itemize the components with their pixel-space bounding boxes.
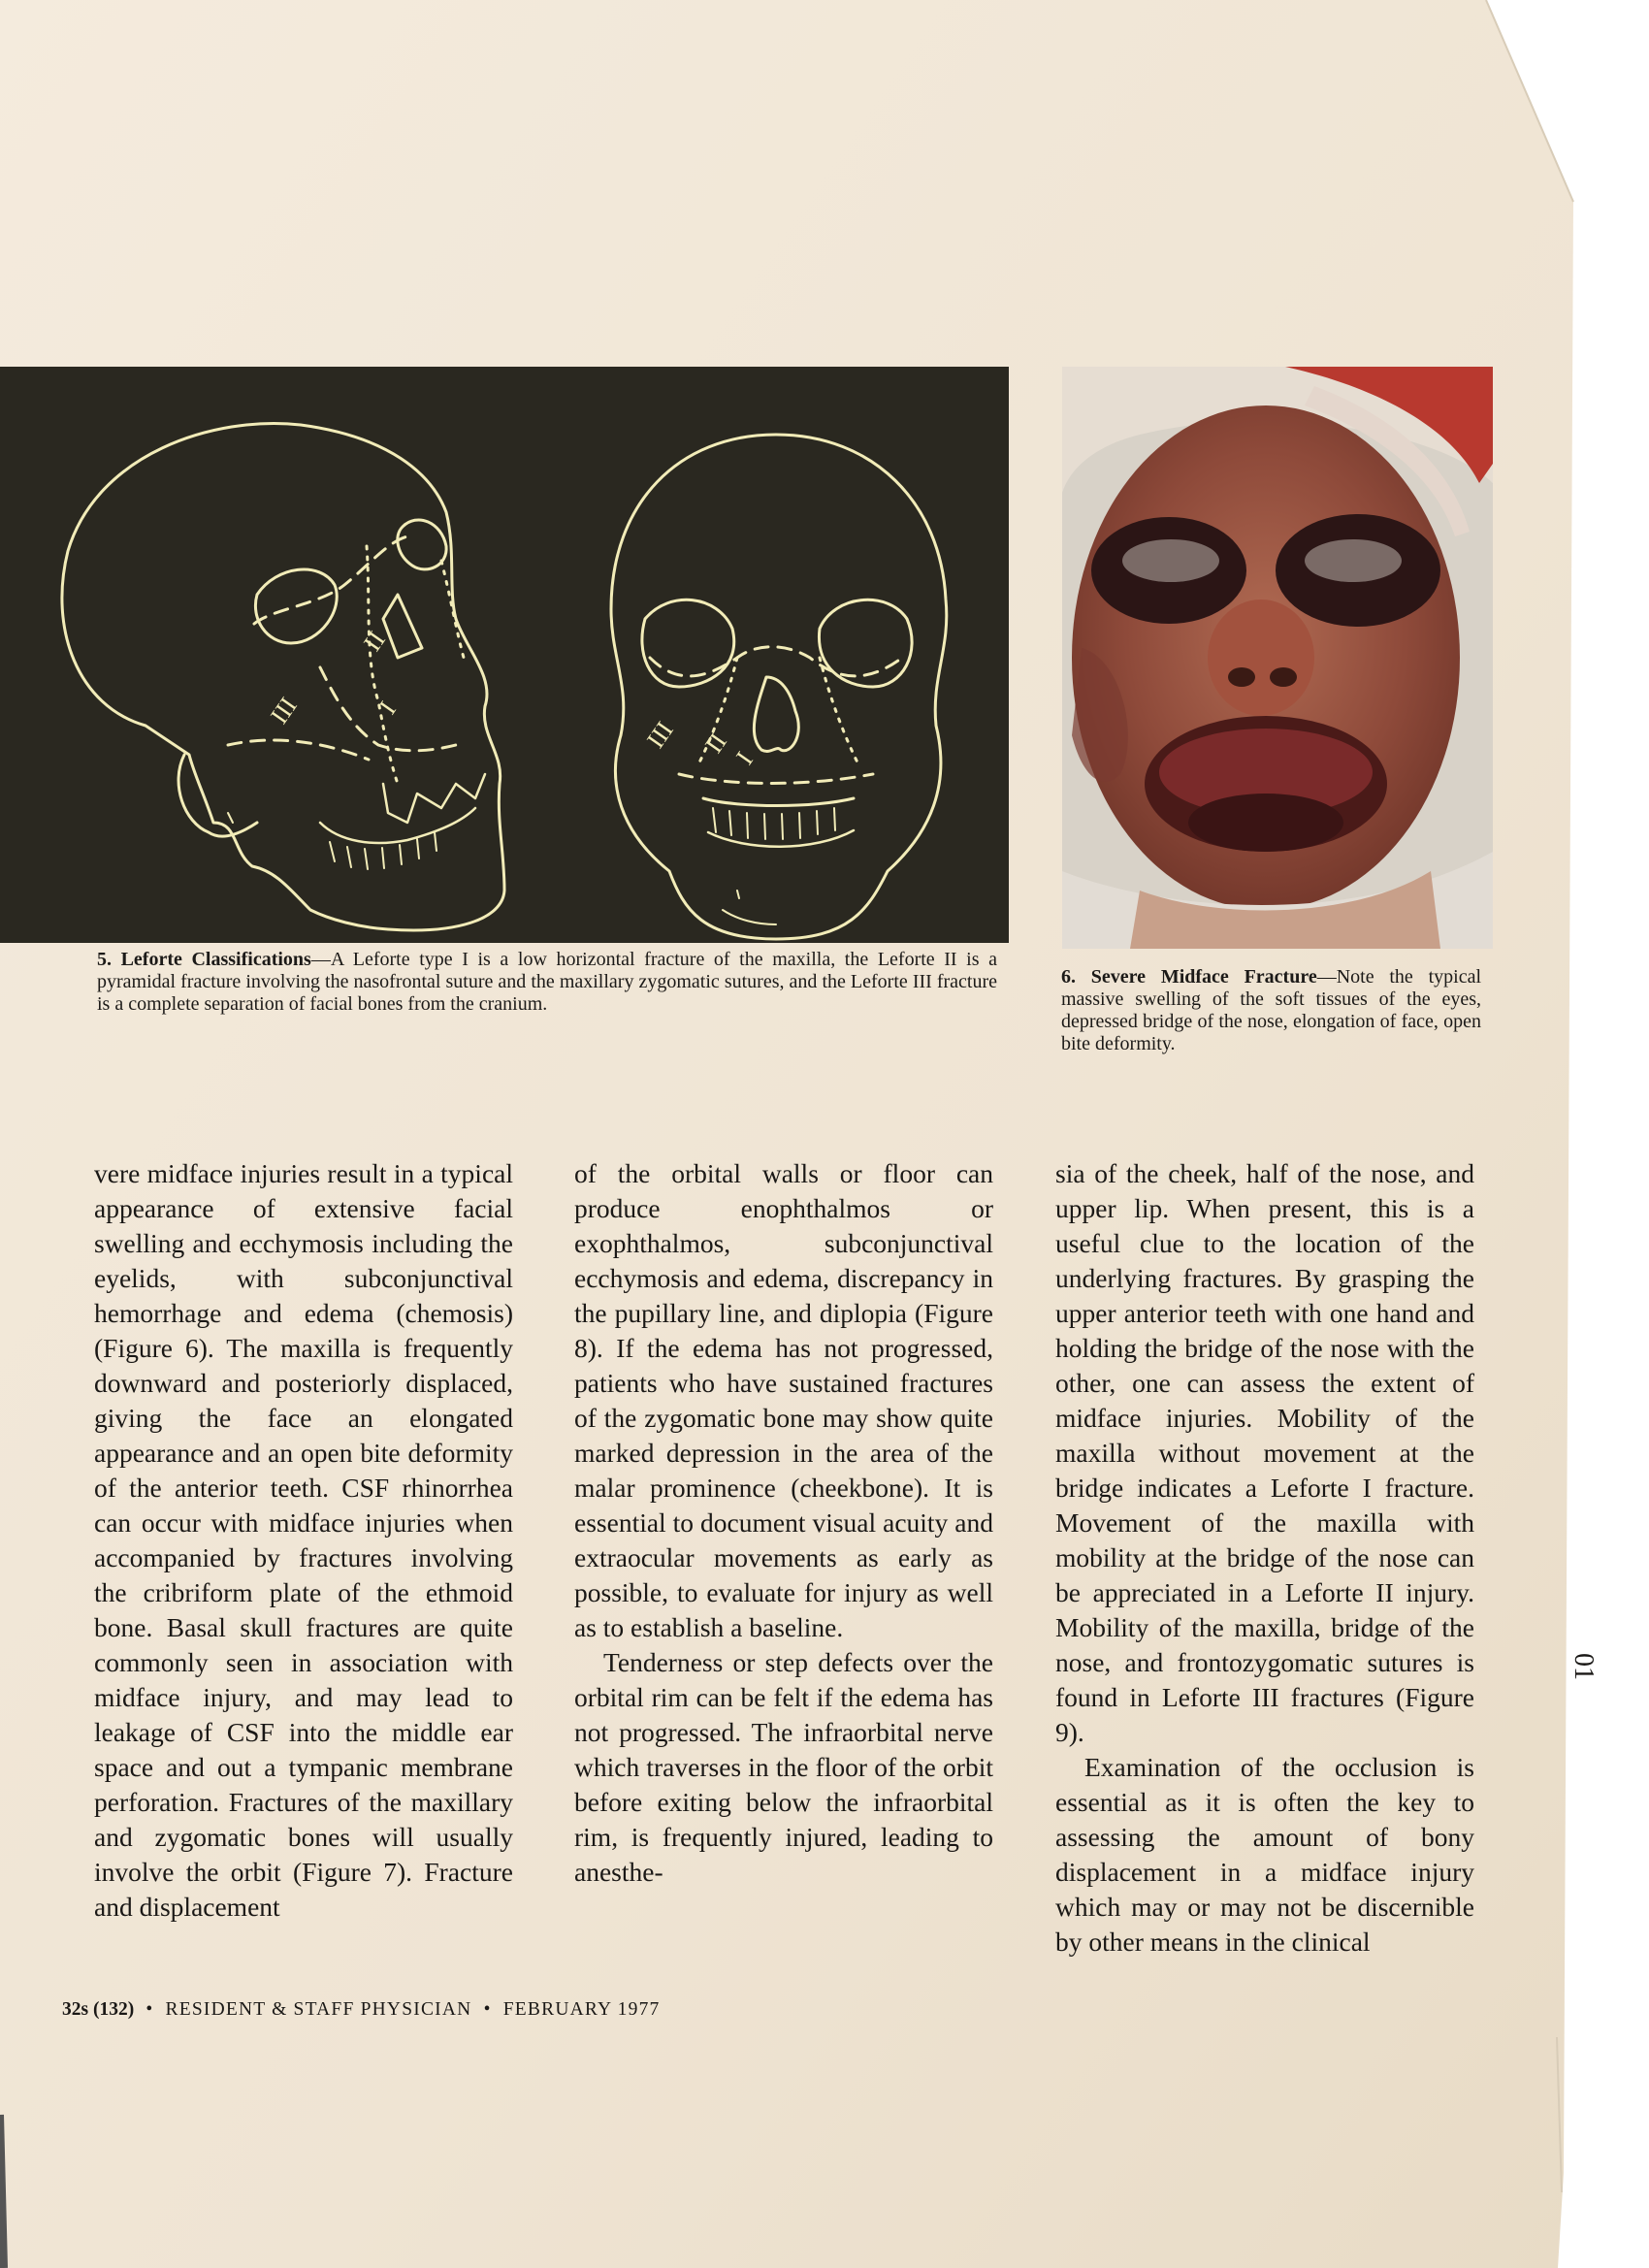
column-3-paragraph-2: Examination of the occlusion is essential as it is often the key to assessing the amount of bony displacement in a midface injury which may or may not be discernible by other means in the clinical (1055, 1752, 1474, 1957)
page-footer (62, 1999, 660, 2021)
figure-5-caption-title: 5. Leforte Classifications (97, 949, 311, 970)
figure-leforte-skulls (0, 367, 1009, 943)
dotted-lines-left (367, 546, 464, 784)
skull-three-quarter (62, 424, 504, 930)
footer-date: FEBRUARY 1977 (502, 1999, 661, 2020)
label-leforte-III-left: III (265, 692, 303, 729)
skull-frontal (611, 435, 947, 939)
label-leforte-I-right: I (730, 746, 759, 770)
figure-6-caption (1061, 966, 1481, 1055)
figure-midface-photo (1062, 367, 1493, 949)
column-3-paragraph-1: sia of the cheek, half of the nose, and upper lip. When present, this is a useful clue to the location of the underlying fractures. By grasping the upper anterior teeth with one hand and holding the bridge of the nose with the other, one can assess the extent of midface injuries. Mobility of the maxilla without movement at the bridge indicates a Leforte I fracture. Movement of the maxilla with mobility at the bridge of the nose can be appreciated in a Leforte II injury. Mobility of the maxilla, bridge of the nose, and frontozygomatic sutures is found in Leforte III fractures (Figure 9). (1055, 1158, 1474, 1747)
figure-5-caption (97, 949, 997, 1016)
footer-separator: • (146, 1999, 154, 2020)
text-column-3 (1055, 1156, 1474, 1960)
column-1-paragraph: vere midface injuries result in a typical appearance of extensive facial swelling and ecchymosis including the eyelids, with subconjunctival hemorrhage and edema (chemosis) (Figure 6). The maxilla is frequently downward and posteriorly displaced, giving the face an elongated appearance and an open bite deformity of the anterior teeth. CSF rhinorrhea can occur with midface injuries when accompanied by fractures involving the cribriform plate of the ethmoid bone. Basal skull fractures are quite commonly seen in association with midface injury, and may lead to leakage of CSF into the middle ear space and out a tympanic membrane perforation. Fractures of the maxillary and zygomatic bones will usually involve the orbit (Figure 7). Fracture and displacement (94, 1158, 513, 1922)
text-column-1 (94, 1156, 513, 1925)
label-leforte-II-right: II (699, 728, 732, 759)
margin-handwritten-mark: 01 (1568, 1653, 1599, 1680)
figure-6-caption-text: —Note the typical massive swelling of the soft tissues of the eyes, depressed bridge of the nose, elongation of face, open bite deformity. (1061, 966, 1482, 1054)
text-column-2 (574, 1156, 993, 1890)
figure-5-caption-text: —A Leforte type I is a low horizontal fracture of the maxilla, the Leforte II is a pyramidal fracture involving the nasofrontal suture and the maxillary zygomatic sutures, and the Leforte III fracture is a complete separation of facial bones from the cranium. (97, 949, 997, 1015)
column-2-paragraph-1: of the orbital walls or floor can produce enophthalmos or exophthalmos, subconjunctival ecchymosis and edema, discrepancy in the pupillary line, and diplopia (Figure 8). If the edema has not progressed, patients who have sustained fractures of the zygomatic bone may show quite marked depression in the area of the malar prominence (cheekbone). It is essential to document visual acuity and extraocular movements as early as possible, to evaluate for injury as well as to establish a baseline. (574, 1158, 993, 1642)
column-2-paragraph-2: Tenderness or step defects over the orbital rim can be felt if the edema has not progressed. The infraorbital nerve which traverses in the floor of the orbit before exiting below the infraorbital rim, is frequently injured, leading to anesthe- (574, 1647, 993, 1887)
label-leforte-I-left: I (373, 696, 402, 720)
label-leforte-II-left: II (358, 626, 391, 657)
fracture-lines-right (650, 647, 902, 784)
label-leforte-III-right: III (641, 716, 679, 754)
footer-page-number: 32s (132) (62, 1999, 135, 2020)
figure-6-caption-title: 6. Severe Midface Fracture (1061, 966, 1317, 988)
footer-separator: • (483, 1999, 492, 2020)
patient-photo (1062, 367, 1493, 949)
skull-diagrams (0, 367, 1009, 943)
footer-journal: RESIDENT & STAFF PHYSICIAN (165, 1999, 472, 2020)
